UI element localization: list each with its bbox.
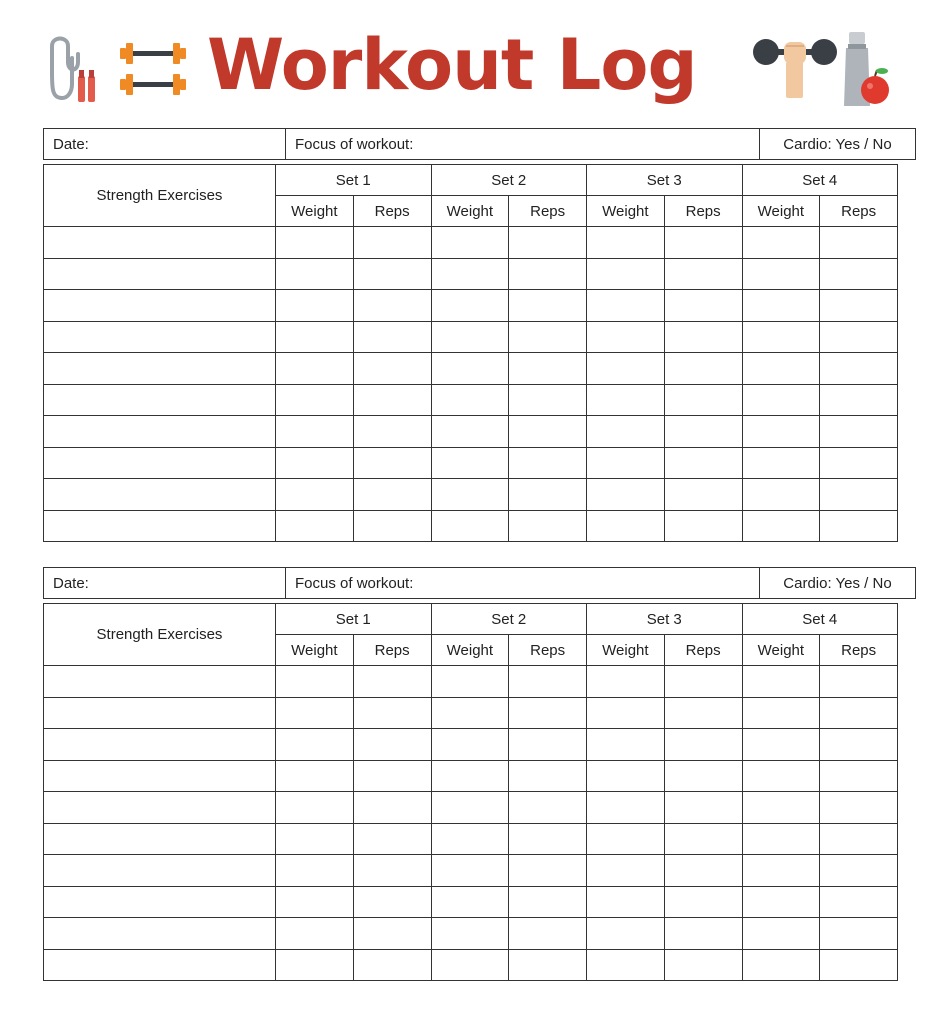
weight-cell[interactable] xyxy=(276,416,354,448)
reps-cell[interactable] xyxy=(353,729,431,761)
table-row xyxy=(44,949,898,981)
reps-cell[interactable] xyxy=(509,384,587,416)
reps-cell[interactable] xyxy=(353,760,431,792)
reps-cell[interactable] xyxy=(820,227,898,259)
weight-cell[interactable] xyxy=(431,729,509,761)
focus-field[interactable]: Focus of workout: xyxy=(286,568,760,599)
reps-cell[interactable] xyxy=(509,886,587,918)
weight-cell[interactable] xyxy=(742,353,820,385)
weight-cell[interactable] xyxy=(276,918,354,950)
table-row xyxy=(44,792,898,824)
reps-cell[interactable] xyxy=(353,353,431,385)
weight-cell[interactable] xyxy=(742,729,820,761)
weight-cell[interactable] xyxy=(276,666,354,698)
weight-cell[interactable] xyxy=(431,666,509,698)
weight-cell[interactable] xyxy=(742,447,820,479)
exercise-name-cell[interactable] xyxy=(44,918,276,950)
weight-cell[interactable] xyxy=(587,855,665,887)
weight-cell[interactable] xyxy=(587,384,665,416)
weight-cell[interactable] xyxy=(276,510,354,542)
reps-cell[interactable] xyxy=(353,792,431,824)
weight-cell[interactable] xyxy=(742,949,820,981)
workout-log-section-2 xyxy=(43,567,898,981)
weight-cell[interactable] xyxy=(431,353,509,385)
reps-cell[interactable] xyxy=(509,855,587,887)
exercise-name-cell[interactable] xyxy=(44,886,276,918)
reps-cell[interactable] xyxy=(509,416,587,448)
reps-cell[interactable] xyxy=(664,855,742,887)
exercise-name-cell[interactable] xyxy=(44,447,276,479)
set-header: Set 4 xyxy=(742,165,898,196)
weight-cell[interactable] xyxy=(742,479,820,511)
reps-cell[interactable] xyxy=(820,666,898,698)
weight-cell[interactable] xyxy=(431,949,509,981)
weight-cell[interactable] xyxy=(276,447,354,479)
reps-cell[interactable] xyxy=(664,760,742,792)
weight-cell[interactable] xyxy=(587,792,665,824)
reps-cell[interactable] xyxy=(509,823,587,855)
reps-cell[interactable] xyxy=(820,918,898,950)
reps-cell[interactable] xyxy=(353,290,431,322)
weight-cell[interactable] xyxy=(431,823,509,855)
reps-cell[interactable] xyxy=(820,353,898,385)
reps-header: Reps xyxy=(664,196,742,227)
weight-cell[interactable] xyxy=(276,479,354,511)
jump-rope-icon xyxy=(48,32,100,104)
reps-cell[interactable] xyxy=(509,321,587,353)
weight-cell[interactable] xyxy=(587,416,665,448)
table-row xyxy=(44,384,898,416)
exercise-name-cell[interactable] xyxy=(44,290,276,322)
weight-cell[interactable] xyxy=(431,510,509,542)
weight-cell[interactable] xyxy=(587,227,665,259)
weight-cell[interactable] xyxy=(587,918,665,950)
reps-cell[interactable] xyxy=(353,823,431,855)
reps-cell[interactable] xyxy=(664,666,742,698)
weight-cell[interactable] xyxy=(587,290,665,322)
table-row xyxy=(44,760,898,792)
focus-field[interactable]: Focus of workout: xyxy=(286,129,760,160)
reps-header: Reps xyxy=(820,635,898,666)
reps-cell[interactable] xyxy=(509,918,587,950)
reps-cell[interactable] xyxy=(664,729,742,761)
reps-cell[interactable] xyxy=(820,792,898,824)
exercise-name-cell[interactable] xyxy=(44,384,276,416)
weight-header: Weight xyxy=(431,635,509,666)
reps-cell[interactable] xyxy=(509,227,587,259)
reps-cell[interactable] xyxy=(664,697,742,729)
weight-cell[interactable] xyxy=(431,886,509,918)
strength-exercises-header: Strength Exercises xyxy=(44,165,276,227)
weight-cell[interactable] xyxy=(587,447,665,479)
reps-cell[interactable] xyxy=(353,258,431,290)
weight-cell[interactable] xyxy=(431,479,509,511)
reps-cell[interactable] xyxy=(664,918,742,950)
reps-cell[interactable] xyxy=(820,510,898,542)
cardio-field[interactable]: Cardio: Yes / No xyxy=(760,129,916,160)
weight-cell[interactable] xyxy=(276,823,354,855)
weight-cell[interactable] xyxy=(276,760,354,792)
weight-cell[interactable] xyxy=(587,729,665,761)
reps-cell[interactable] xyxy=(820,447,898,479)
table-row xyxy=(44,416,898,448)
reps-cell[interactable] xyxy=(820,886,898,918)
weight-cell[interactable] xyxy=(587,510,665,542)
reps-cell[interactable] xyxy=(820,855,898,887)
table-row xyxy=(44,855,898,887)
weight-header: Weight xyxy=(587,196,665,227)
reps-cell[interactable] xyxy=(664,384,742,416)
reps-cell[interactable] xyxy=(664,792,742,824)
weight-cell[interactable] xyxy=(431,290,509,322)
reps-cell[interactable] xyxy=(509,479,587,511)
weight-cell[interactable] xyxy=(431,447,509,479)
table-row xyxy=(44,227,898,259)
weight-header: Weight xyxy=(742,196,820,227)
weight-cell[interactable] xyxy=(431,321,509,353)
exercise-name-cell[interactable] xyxy=(44,792,276,824)
exercise-name-cell[interactable] xyxy=(44,321,276,353)
exercise-table xyxy=(43,603,898,981)
weight-cell[interactable] xyxy=(742,886,820,918)
weight-cell[interactable] xyxy=(587,258,665,290)
reps-cell[interactable] xyxy=(820,729,898,761)
exercise-name-cell[interactable] xyxy=(44,760,276,792)
reps-cell[interactable] xyxy=(509,510,587,542)
weight-cell[interactable] xyxy=(276,792,354,824)
weight-cell[interactable] xyxy=(742,666,820,698)
weight-cell[interactable] xyxy=(587,823,665,855)
table-row xyxy=(44,479,898,511)
weight-cell[interactable] xyxy=(742,321,820,353)
table-row xyxy=(44,823,898,855)
reps-cell[interactable] xyxy=(353,479,431,511)
weight-cell[interactable] xyxy=(742,760,820,792)
reps-cell[interactable] xyxy=(353,416,431,448)
weight-cell[interactable] xyxy=(587,666,665,698)
reps-header: Reps xyxy=(509,196,587,227)
reps-header: Reps xyxy=(353,635,431,666)
page-header xyxy=(0,26,941,110)
weight-cell[interactable] xyxy=(276,227,354,259)
reps-cell[interactable] xyxy=(820,321,898,353)
reps-cell[interactable] xyxy=(353,855,431,887)
weight-cell[interactable] xyxy=(276,353,354,385)
reps-header: Reps xyxy=(353,196,431,227)
exercise-rows xyxy=(44,227,898,542)
table-row xyxy=(44,729,898,761)
reps-cell[interactable] xyxy=(353,949,431,981)
reps-cell[interactable] xyxy=(664,886,742,918)
date-field[interactable]: Date: xyxy=(44,129,286,160)
reps-header: Reps xyxy=(820,196,898,227)
table-row xyxy=(44,290,898,322)
exercise-name-cell[interactable] xyxy=(44,666,276,698)
weight-cell[interactable] xyxy=(276,855,354,887)
reps-cell[interactable] xyxy=(353,918,431,950)
exercise-name-cell[interactable] xyxy=(44,416,276,448)
table-row xyxy=(44,918,898,950)
table-row xyxy=(44,353,898,385)
reps-cell[interactable] xyxy=(664,479,742,511)
weight-header: Weight xyxy=(276,635,354,666)
table-row xyxy=(44,321,898,353)
reps-cell[interactable] xyxy=(509,258,587,290)
date-field[interactable]: Date: xyxy=(44,568,286,599)
weight-cell[interactable] xyxy=(742,697,820,729)
weight-cell[interactable] xyxy=(431,384,509,416)
exercise-name-cell[interactable] xyxy=(44,353,276,385)
exercise-name-cell[interactable] xyxy=(44,949,276,981)
reps-cell[interactable] xyxy=(820,697,898,729)
weight-cell[interactable] xyxy=(431,416,509,448)
reps-cell[interactable] xyxy=(820,290,898,322)
reps-cell[interactable] xyxy=(353,697,431,729)
reps-cell[interactable] xyxy=(664,290,742,322)
set-header: Set 2 xyxy=(431,604,587,635)
reps-header: Reps xyxy=(509,635,587,666)
weight-cell[interactable] xyxy=(431,918,509,950)
exercise-table xyxy=(43,164,898,542)
weight-cell[interactable] xyxy=(587,479,665,511)
weight-cell[interactable] xyxy=(276,886,354,918)
reps-header: Reps xyxy=(664,635,742,666)
page-title: Workout Log xyxy=(207,24,697,106)
reps-cell[interactable] xyxy=(664,416,742,448)
weight-cell[interactable] xyxy=(276,321,354,353)
reps-cell[interactable] xyxy=(353,321,431,353)
set-header: Set 3 xyxy=(587,604,743,635)
weight-cell[interactable] xyxy=(587,697,665,729)
reps-cell[interactable] xyxy=(509,792,587,824)
table-row xyxy=(44,510,898,542)
table-row xyxy=(44,258,898,290)
weight-cell[interactable] xyxy=(431,697,509,729)
reps-cell[interactable] xyxy=(509,729,587,761)
reps-cell[interactable] xyxy=(353,227,431,259)
weight-header: Weight xyxy=(276,196,354,227)
exercise-name-cell[interactable] xyxy=(44,510,276,542)
reps-cell[interactable] xyxy=(820,416,898,448)
reps-cell[interactable] xyxy=(820,949,898,981)
reps-cell[interactable] xyxy=(353,447,431,479)
protein-tube-apple-icon xyxy=(842,30,896,108)
exercise-name-cell[interactable] xyxy=(44,729,276,761)
reps-cell[interactable] xyxy=(820,823,898,855)
reps-cell[interactable] xyxy=(509,949,587,981)
reps-cell[interactable] xyxy=(509,666,587,698)
weight-cell[interactable] xyxy=(742,510,820,542)
reps-cell[interactable] xyxy=(664,949,742,981)
reps-cell[interactable] xyxy=(353,666,431,698)
weight-cell[interactable] xyxy=(742,384,820,416)
weight-cell[interactable] xyxy=(742,258,820,290)
log-info-row xyxy=(43,128,916,160)
weight-cell[interactable] xyxy=(587,949,665,981)
reps-cell[interactable] xyxy=(820,258,898,290)
weight-header: Weight xyxy=(587,635,665,666)
reps-cell[interactable] xyxy=(664,321,742,353)
weight-cell[interactable] xyxy=(742,918,820,950)
set-header: Set 4 xyxy=(742,604,898,635)
table-row xyxy=(44,666,898,698)
weight-cell[interactable] xyxy=(276,384,354,416)
weight-cell[interactable] xyxy=(587,886,665,918)
weight-cell[interactable] xyxy=(276,258,354,290)
reps-cell[interactable] xyxy=(820,384,898,416)
weight-cell[interactable] xyxy=(587,760,665,792)
exercise-name-cell[interactable] xyxy=(44,258,276,290)
weight-header: Weight xyxy=(431,196,509,227)
weight-cell[interactable] xyxy=(742,823,820,855)
reps-cell[interactable] xyxy=(664,447,742,479)
reps-cell[interactable] xyxy=(509,290,587,322)
reps-cell[interactable] xyxy=(509,697,587,729)
table-row xyxy=(44,886,898,918)
reps-cell[interactable] xyxy=(820,479,898,511)
weight-cell[interactable] xyxy=(742,792,820,824)
weight-cell[interactable] xyxy=(742,227,820,259)
reps-cell[interactable] xyxy=(664,353,742,385)
weight-cell[interactable] xyxy=(276,697,354,729)
reps-cell[interactable] xyxy=(509,353,587,385)
weight-cell[interactable] xyxy=(587,353,665,385)
reps-cell[interactable] xyxy=(664,258,742,290)
reps-cell[interactable] xyxy=(353,510,431,542)
reps-cell[interactable] xyxy=(664,510,742,542)
set-header: Set 3 xyxy=(587,165,743,196)
table-row xyxy=(44,447,898,479)
workout-log-section-1 xyxy=(43,128,898,542)
weight-cell[interactable] xyxy=(276,729,354,761)
barbell-weights-icon xyxy=(118,40,188,98)
weight-cell[interactable] xyxy=(587,321,665,353)
weight-cell[interactable] xyxy=(742,416,820,448)
weight-cell[interactable] xyxy=(742,290,820,322)
weight-cell[interactable] xyxy=(431,258,509,290)
set-header: Set 1 xyxy=(276,604,432,635)
reps-cell[interactable] xyxy=(664,823,742,855)
exercise-name-cell[interactable] xyxy=(44,479,276,511)
log-info-row xyxy=(43,567,916,599)
reps-cell[interactable] xyxy=(509,447,587,479)
weight-cell[interactable] xyxy=(431,227,509,259)
reps-cell[interactable] xyxy=(664,227,742,259)
reps-cell[interactable] xyxy=(820,760,898,792)
weight-cell[interactable] xyxy=(431,855,509,887)
strength-exercises-header: Strength Exercises xyxy=(44,604,276,666)
exercise-rows xyxy=(44,666,898,981)
set-header: Set 1 xyxy=(276,165,432,196)
table-row xyxy=(44,697,898,729)
exercise-name-cell[interactable] xyxy=(44,227,276,259)
cardio-field[interactable]: Cardio: Yes / No xyxy=(760,568,916,599)
exercise-name-cell[interactable] xyxy=(44,697,276,729)
weight-cell[interactable] xyxy=(742,855,820,887)
dumbbell-fist-icon xyxy=(752,34,838,102)
exercise-name-cell[interactable] xyxy=(44,855,276,887)
exercise-name-cell[interactable] xyxy=(44,823,276,855)
reps-cell[interactable] xyxy=(353,384,431,416)
weight-cell[interactable] xyxy=(431,760,509,792)
weight-header: Weight xyxy=(742,635,820,666)
weight-cell[interactable] xyxy=(431,792,509,824)
reps-cell[interactable] xyxy=(509,760,587,792)
weight-cell[interactable] xyxy=(276,290,354,322)
reps-cell[interactable] xyxy=(353,886,431,918)
weight-cell[interactable] xyxy=(276,949,354,981)
set-header: Set 2 xyxy=(431,165,587,196)
